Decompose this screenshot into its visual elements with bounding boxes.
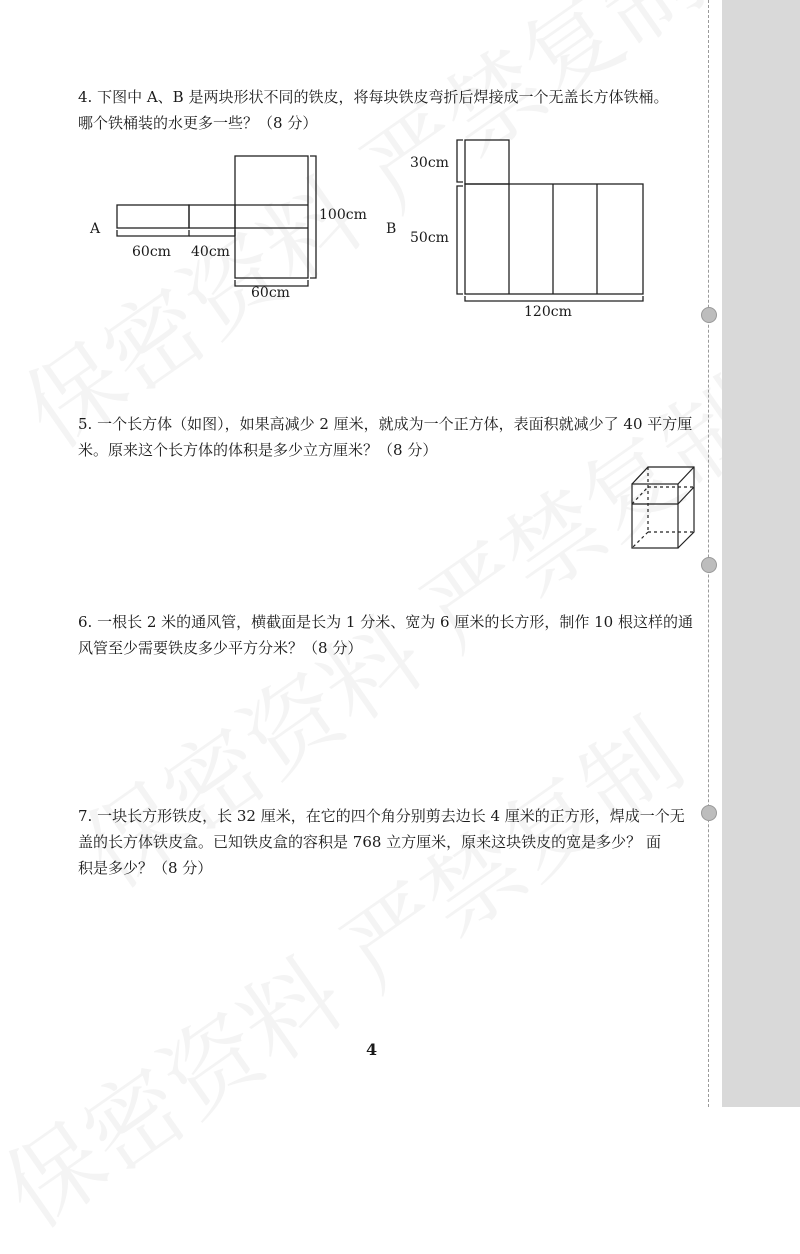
page-number: 4 bbox=[366, 1040, 378, 1059]
figure-a-net bbox=[110, 150, 380, 310]
dim-b-30cm: 30cm bbox=[410, 155, 449, 171]
question-7 bbox=[78, 803, 704, 881]
question-5-line2: 米。原来这个长方体的体积是多少立方厘米？（8 分） bbox=[78, 441, 438, 459]
binding-hole-icon bbox=[701, 805, 717, 821]
dim-a-100cm: 100cm bbox=[319, 207, 367, 223]
question-6 bbox=[78, 609, 704, 661]
question-5-line1: 5. 一个长方体（如图），如果高减少 2 厘米，就成为一个正方体，表面积就减少了 40 平方厘 bbox=[78, 415, 693, 433]
cuboid-figure bbox=[628, 462, 700, 552]
dim-a-40cm: 40cm bbox=[191, 244, 230, 260]
dim-b-120cm: 120cm bbox=[524, 304, 572, 320]
binding-hole-icon bbox=[701, 307, 717, 323]
question-6-line2: 风管至少需要铁皮多少平方分米？（8 分） bbox=[78, 639, 363, 657]
question-4 bbox=[78, 84, 704, 136]
cut-line bbox=[708, 0, 709, 1107]
dim-b-50cm: 50cm bbox=[410, 230, 449, 246]
question-4-line1: 4. 下图中 A、B 是两块形状不同的铁皮，将每块铁皮弯折后焊接成一个无盖长方体铁桶。 bbox=[78, 88, 669, 106]
dim-a-bottom-60cm: 60cm bbox=[251, 285, 290, 301]
question-7-line2: 盖的长方体铁皮盒。已知铁皮盒的容积是 768 立方厘米，原来这块铁皮的宽是多少？ 面 bbox=[78, 833, 661, 851]
dim-a-60cm: 60cm bbox=[132, 244, 171, 260]
figure-b-label: B bbox=[386, 221, 397, 237]
binding-hole-icon bbox=[701, 557, 717, 573]
question-4-line2: 哪个铁桶装的水更多一些？（8 分） bbox=[78, 114, 318, 132]
question-6-line1: 6. 一根长 2 米的通风管，横截面是长为 1 分米、宽为 6 厘米的长方形，制作 10 根这样的通 bbox=[78, 613, 693, 631]
figure-a-label: A bbox=[90, 221, 101, 237]
figure-b-net bbox=[450, 135, 650, 305]
binding-margin bbox=[722, 0, 800, 1107]
question-7-line1: 7. 一块长方形铁皮，长 32 厘米，在它的四个角分别剪去边长 4 厘米的正方形，焊成一个无 bbox=[78, 807, 685, 825]
watermark bbox=[0, 683, 706, 1253]
question-5 bbox=[78, 411, 704, 463]
question-7-line3: 积是多少？（8 分） bbox=[78, 859, 213, 877]
